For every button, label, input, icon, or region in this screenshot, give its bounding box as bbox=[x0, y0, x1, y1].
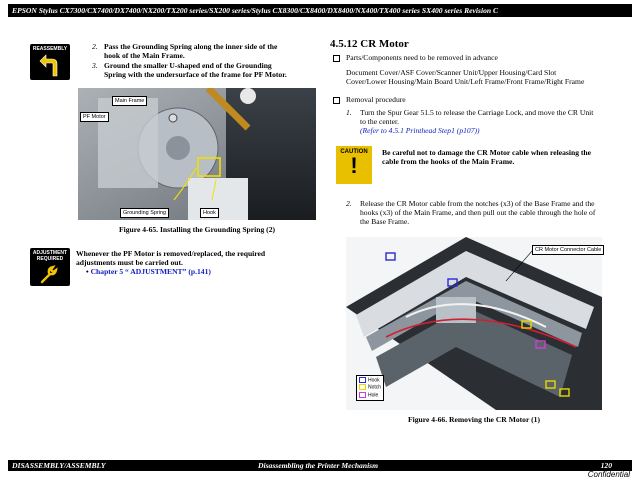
figure-4-65-photo bbox=[78, 88, 316, 220]
parts-line: Cover/Lower Housing/Main Board Unit/Left Frame/Front Frame/Right Frame bbox=[346, 77, 585, 86]
footer-section: DISASSEMBLY/ASSEMBLY bbox=[12, 461, 106, 470]
page-number: 120 bbox=[600, 461, 612, 470]
step-text-line: Turn the Spur Gear 51.5 to release the Carriage Lock, and move the CR Unit bbox=[360, 108, 594, 117]
wrench-icon bbox=[39, 264, 61, 284]
step-text-line: to the center. bbox=[360, 117, 400, 126]
swatch-icon bbox=[359, 377, 366, 383]
adjustment-note bbox=[76, 249, 326, 276]
figure-4-66-photo bbox=[346, 237, 602, 410]
reassembly-step-3 bbox=[92, 61, 322, 81]
step-text bbox=[104, 42, 277, 60]
callout-main-frame: Main Frame bbox=[112, 96, 147, 106]
checkbox-icon bbox=[333, 55, 340, 62]
checkbox-icon bbox=[333, 97, 340, 104]
legend-item-hook bbox=[359, 377, 381, 384]
callout-cr-motor-cable: CR Motor Connector Cable bbox=[532, 245, 604, 255]
swatch-icon bbox=[359, 384, 366, 390]
legend-label: Notch bbox=[368, 384, 382, 391]
callout-grounding-spring: Grounding Spring bbox=[120, 208, 169, 218]
parts-list bbox=[346, 68, 626, 86]
adjustment-text-line: Whenever the PF Motor is removed/replaced, the required bbox=[76, 249, 266, 258]
caution-note bbox=[382, 148, 632, 166]
printer-mechanism-photo-1 bbox=[78, 88, 316, 220]
caution-text-line: cable from the hooks of the Main Frame. bbox=[382, 157, 515, 166]
bullet-icon: • bbox=[86, 267, 89, 276]
parts-label: Parts/Components need to be removed in advance bbox=[346, 53, 498, 62]
adjustment-chapter-link[interactable]: Chapter 5 “ ADJUSTMENT” (p.141) bbox=[90, 267, 211, 276]
footer-chapter: Disassembling the Printer Mechanism bbox=[258, 461, 379, 470]
step-text-line: Spring with the undersurface of the frame for PF Motor. bbox=[104, 70, 287, 79]
reassembly-badge bbox=[30, 44, 70, 80]
caution-label: CAUTION bbox=[340, 149, 368, 155]
reassembly-label: REASSEMBLY bbox=[32, 46, 68, 52]
step-text-line: Release the CR Motor cable from the notches (x3) of the Base Frame and the bbox=[360, 199, 595, 208]
adjustment-badge bbox=[30, 248, 70, 286]
adjustment-label bbox=[30, 248, 70, 262]
step-number: 2. bbox=[92, 42, 98, 51]
removal-label: Removal procedure bbox=[346, 95, 406, 104]
running-header: EPSON Stylus CX7300/CX7400/DX7400/NX200/TX200 series/SX200 series/Stylus CX8300/CX8400/DX8400/NX400/TX400 series SX400 series Revision C bbox=[8, 4, 632, 17]
swatch-icon bbox=[359, 392, 366, 398]
step-text bbox=[360, 108, 630, 135]
adjustment-label-line: ADJUSTMENT bbox=[32, 250, 68, 256]
legend-label: Hole bbox=[368, 391, 379, 398]
legend-item-hole bbox=[359, 392, 381, 399]
legend-label: Hook bbox=[368, 377, 380, 384]
step-text-line: Pass the Grounding Spring along the inner side of the bbox=[104, 42, 278, 51]
figure-legend bbox=[356, 375, 384, 401]
reassembly-arrow-icon bbox=[39, 54, 61, 78]
printer-mechanism-photo-2 bbox=[346, 237, 602, 410]
step-text-line: hook of the Main Frame. bbox=[104, 51, 185, 60]
parts-line: Document Cover/ASF Cover/Scanner Unit/Upper Housing/Card Slot bbox=[346, 68, 557, 77]
section-title: 4.5.12 CR Motor bbox=[330, 38, 409, 50]
step-text bbox=[104, 61, 287, 79]
step-number: 2. bbox=[346, 199, 352, 208]
caution-text-line: Be careful not to damage the CR Motor cable when releasing the bbox=[382, 148, 592, 157]
step-text-line: Ground the smaller U-shaped end of the Grounding bbox=[104, 61, 272, 70]
callout-pf-motor: PF Motor bbox=[80, 112, 109, 122]
confidential-label: Confidential bbox=[587, 470, 630, 479]
step-text-line: the Base Frame. bbox=[360, 217, 410, 226]
adjustment-text-line: adjustments must be carried out. bbox=[76, 258, 183, 267]
adjustment-label-line: REQUIRED bbox=[36, 256, 64, 262]
reassembly-step-2 bbox=[92, 42, 322, 62]
figure-4-65-caption: Figure 4-65. Installing the Grounding Spring (2) bbox=[118, 225, 276, 234]
exclamation-icon: ! bbox=[350, 153, 358, 178]
figure-4-66-caption: Figure 4-66. Removing the CR Motor (1) bbox=[408, 415, 540, 424]
step-text bbox=[360, 199, 635, 226]
legend-item-notch bbox=[359, 384, 381, 391]
running-footer bbox=[8, 460, 632, 471]
step-number: 3. bbox=[92, 61, 98, 70]
printhead-ref-link[interactable]: (Refer to 4.5.1 Printhead Step1 (p107)) bbox=[360, 126, 480, 135]
step-number: 1. bbox=[346, 108, 352, 117]
callout-hook: Hook bbox=[200, 208, 219, 218]
step-text-line: hooks (x3) of the Main Frame, and then pull out the cable through the hole of bbox=[360, 208, 596, 217]
caution-badge bbox=[336, 146, 372, 184]
